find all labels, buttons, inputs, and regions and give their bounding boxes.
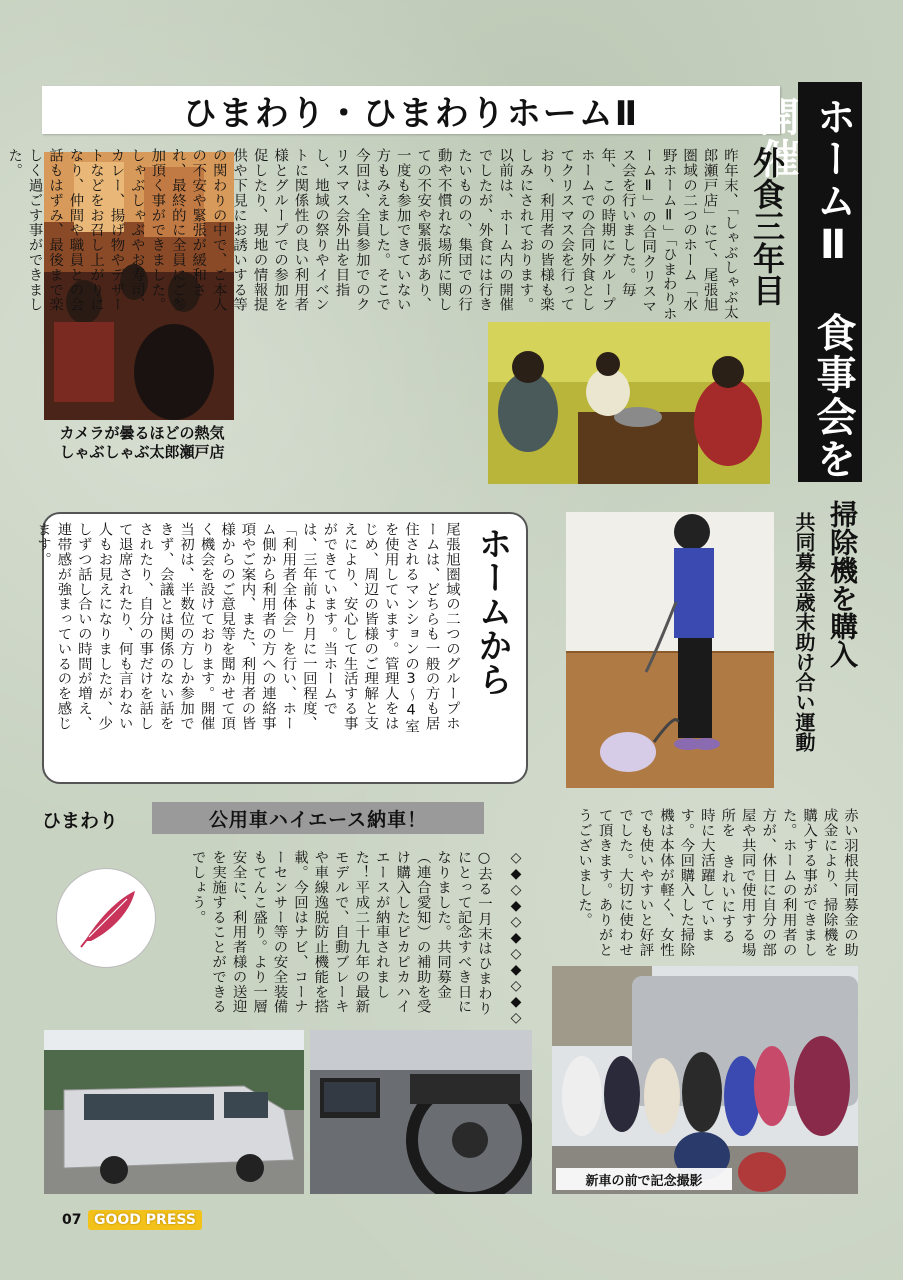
article2-heading-text: ホームから bbox=[472, 526, 512, 696]
article1-body-text: 昨年末、「しゃぶしゃぶ太郎瀬戸店」にて、尾張旭圏域の二つのホーム「水野ホームⅡ」「ひまわりホームⅡ」の合同クリスマス会を行いました。毎年、この時期にグループホームでの合同外食としてクリスマス会を行っており、利用者の皆様も楽しみにされております。以前は、ホーム内の開催でしたが、外食には行きたいものの、集団での行動や不慣れな場所に関しての不安や緊張があり、一度も参加できていない方もみえました。そこで今回は、全員参加でのクリスマス会外出を目指し、地域の祭りやイベントに関係性の良い利用者様とグループでの参加を促したり、現地の情報提供や下見にお誘いする等の関わりの中で、ご本人の不安や緊張が緩和され、最終的に全員にご参加頂く事ができました。しゃぶしゃぶやお寿司、カレー、揚げ物やデザートなどをお召し上がりになり、仲間や職員との会話もはずみ、最後まで楽しく過ごす事ができました。 bbox=[6, 148, 738, 322]
article2-body-text: 尾張旭圏域の二つのグループホームは、どちらも一般の方も居住されるマンションの3～4室を使用しています。管理人をはじめ、周辺の皆様のご理解と支えにより、安心して生活する事ができています。当ホームでは、三年前より月に一回程度、「利用者全体会」を行い、ホーム側から利用者の方への連絡事項やご案内、また、利用者の皆様からのご意見等を聞かせて頂く機会を設けております。開催当初は、半数位の方しか参加できず、会議とは関係のない話をされたり、自分の事だけを話して退席されたり、何も言わない人もお見えになりましたが、少しずつ話し合いの時間が増え、連帯感が強まっているのを感じます。 bbox=[34, 522, 460, 734]
photo-vacuum bbox=[566, 512, 774, 788]
article2-body bbox=[34, 522, 462, 744]
article3-diamonds bbox=[508, 850, 524, 1026]
photo-group bbox=[552, 966, 858, 1194]
article4-heading bbox=[152, 802, 484, 834]
article3-body-text: 赤い羽根共同募金の助成金により、掃除機を購入する事ができました。ホームの利用者の方が、休日に自分の部屋や共同で使用する場所を きれいにする時に大活躍しています。今回購入した掃除機は本体が軽く、女性でも使いやすいと好評でした。大切に使わせて頂きます。ありがとうございました。 bbox=[576, 808, 858, 957]
side-banner-text: ホームⅡ 食事会を開催 bbox=[753, 96, 856, 480]
article2-heading bbox=[468, 526, 517, 726]
article4-label-text: ひまわり bbox=[42, 810, 119, 832]
goodpress-logo-text: GOOD PRESS bbox=[94, 1212, 196, 1228]
article3-subheading bbox=[790, 512, 819, 772]
photo-dinner-table bbox=[488, 322, 770, 484]
article4-label bbox=[42, 806, 118, 833]
article4-body bbox=[189, 850, 494, 1026]
page-title-text: ひまわり・ひまわりホームⅡ bbox=[182, 93, 640, 134]
article3-heading bbox=[822, 500, 862, 740]
article1-body bbox=[6, 148, 740, 322]
article4-heading-text: 公用車ハイエース納車！ bbox=[208, 808, 428, 831]
red-feather-seal bbox=[56, 868, 156, 968]
photo-restaurant-caption bbox=[44, 424, 240, 462]
page-title bbox=[42, 86, 780, 134]
page-number-text: 07 bbox=[62, 1212, 82, 1228]
article3-heading-text: 掃除機を購入 bbox=[826, 500, 859, 668]
article1-heading bbox=[744, 146, 790, 316]
article3-diamonds-text: ◇◆◇◆◇◆◇◆◇◆◇ bbox=[508, 850, 524, 1026]
photo-van-exterior bbox=[44, 1030, 304, 1194]
photo-group-caption-text: 新車の前で記念撮影 bbox=[585, 1173, 703, 1189]
article4-body-text: ○去る一月末はひまわりにとって記念すべき日になりました。共同募金（連合愛知）の補助を受け購入したピカピカハイエースが納車されました！平成二十九年の最新モデルで、自動ブレーキや車線逸脱防止機能を搭載。今回はナビ、コーナーセンサー等の安全装備もてんこ盛り。より一層安全に、利用者様の送迎を実施することができるでしょう。 bbox=[189, 850, 492, 1016]
photo-group-caption bbox=[556, 1168, 732, 1190]
article1-heading-text: 外食三年目 bbox=[748, 146, 786, 306]
article3-subheading-text: 共同募金歳末助け合い運動 bbox=[792, 512, 816, 752]
article3-body bbox=[538, 808, 860, 958]
photo-restaurant-caption-text: カメラが曇るほどの熱気 しゃぶしゃぶ太郎瀬戸店 bbox=[59, 424, 225, 461]
page-number bbox=[62, 1212, 81, 1228]
goodpress-logo bbox=[88, 1210, 202, 1230]
photo-van-interior bbox=[310, 1030, 532, 1194]
